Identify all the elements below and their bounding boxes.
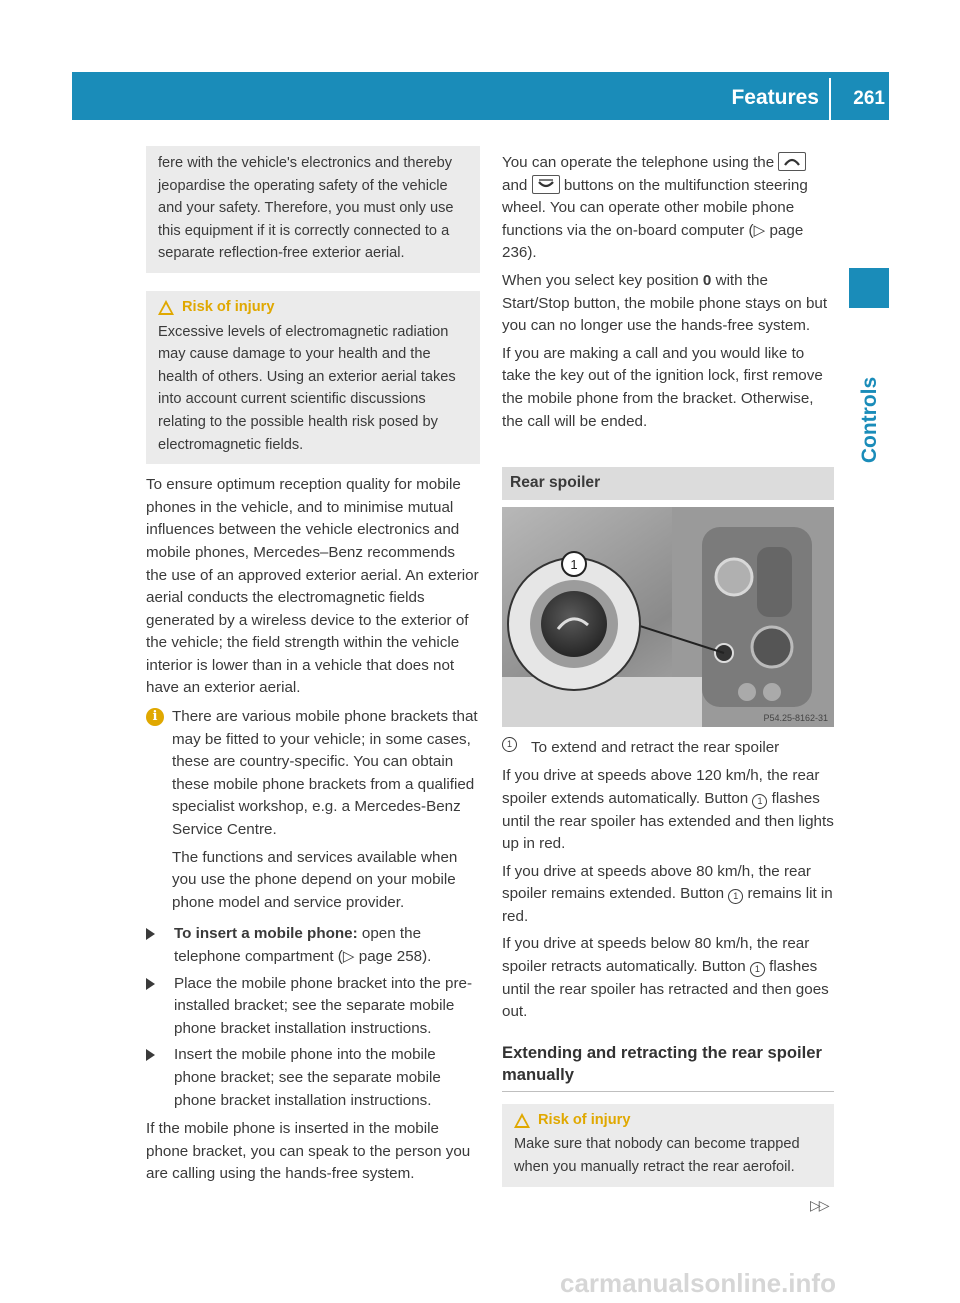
warning-box-continued [146,146,480,273]
page-ref-arrow-icon: ▷ [342,948,359,965]
warning-text: Excessive levels of electromagnetic radiation may cause damage to your health and the health of others. Using an exterior aerial takes into account current scientific discussions relating to the possible health risk posed by electromagnetic fields. [158,323,456,453]
warning-heading: Risk of injury [158,296,468,319]
rear-spoiler-figure [502,507,834,727]
page-ref-arrow-icon: ▷ [753,221,770,239]
figure-callout: 1 To extend and retract the rear spoiler [502,737,834,760]
continued-icon: ▷▷ [810,1197,828,1213]
phone-hangup-icon [532,175,560,194]
paragraph: If you drive at speeds below 80 km/h, the rear spoiler retracts automatically. Button 1 flashes until the rear spoiler has retracted and then goes out. [502,935,829,1021]
page-number: 261 [853,88,885,109]
page-header [72,72,889,120]
warning-triangle-icon [158,300,174,315]
paragraph: If the mobile phone is inserted in the mobile phone bracket, you can speak to the person you are calling using the hands-free system. [146,1120,471,1183]
callout-number-icon: 1 [502,737,517,752]
watermark: carmanualsonline.info [560,1268,836,1298]
center-console-photo [502,507,834,727]
paragraph: To ensure optimum reception quality for mobile phones in the vehicle, and to minimise mutual influences between the vehicle electronics and mobile phones, Mercedes–Benz recommends the use of an approved exterior aerial. An exterior aerial conducts the electromagnetic fields generated by a wireless device to the exterior of the vehicle; the field strength within the vehicle interior is lower than in a vehicle that does not have an exterior aerial. [146,476,479,697]
header-title: Features [731,86,819,109]
header-separator [829,78,831,120]
paragraph: If you drive at speeds above 120 km/h, the rear spoiler extends automatically. Button 1 flashes until the rear spoiler has extended and then lights up in red. [502,767,834,853]
figure-code: P54.25-8162-31 [763,712,828,723]
info-note [146,706,480,919]
warning-box-injury [146,291,480,464]
callout-number-icon: 1 [750,962,765,977]
warning-triangle-icon [514,1113,530,1128]
side-section-label: Controls [858,376,881,464]
warning-box-injury [502,1104,834,1187]
note-text: There are various mobile phone brackets that may be fitted to your vehicle; in some cases, these are country-specific. You can obtain these mobile phone brackets from a qualified specialist workshop, e.g. a Mercedes-Benz Service Centre. [172,708,478,839]
instruction-step: To insert a mobile phone: open the telephone compartment (▷ page 258). [146,923,480,968]
note-text: The functions and services available when you use the phone depend on your mobile phone model and service provider. [172,848,458,911]
paragraph: If you drive at speeds above 80 km/h, the rear spoiler remains extended. Button 1 remains lit in red. [502,862,833,925]
warning-text: Make sure that nobody can become trapped when you manually retract the rear aerofoil. [514,1136,800,1176]
info-icon: i [146,708,164,726]
warning-heading: Risk of injury [514,1109,822,1132]
paragraph: If you are making a call and you would like to take the key out of the ignition lock, first remove the mobile phone from the bracket. Otherwise, the call will be ended. [502,344,823,430]
section-heading: Rear spoiler [502,467,834,500]
box-text: fere with the vehicle's electronics and thereby jeopardise the operating safety of the vehicle and your safety. Therefore, you must only use this equipment if it is correctly connected to a separate reflection-free exterior aerial. [158,155,454,262]
step-arrow-icon [146,1049,165,1061]
paragraph: When you select key position 0 with the Start/Stop button, the mobile phone stays on but you can no longer use the hands-free system. [502,271,828,335]
side-tab-marker [849,268,889,308]
page-reference[interactable]: page 258). [358,948,432,965]
left-column [146,150,480,1191]
instruction-step: Insert the mobile phone into the mobile phone bracket; see the separate mobile phone bracket installation instructions. [146,1044,480,1112]
instruction-step: Place the mobile phone bracket into the pre-installed bracket; see the separate mobile phone bracket installation instructions. [146,973,480,1041]
step-arrow-icon [146,978,165,990]
page-reference[interactable]: page 236). [502,221,804,262]
phone-answer-icon [778,152,806,171]
callout-1-label: 1 [570,556,578,572]
paragraph: You can operate the telephone using the and buttons on the multifunction steering wheel. You can operate other mobile phone functions via the on-board computer (▷ page 236). [502,154,808,262]
step-arrow-icon [146,928,165,940]
callout-number-icon: 1 [728,889,743,904]
subheading: Extending and retracting the rear spoiler manually [502,1042,834,1092]
right-column [502,152,834,1187]
callout-number-icon: 1 [752,794,767,809]
